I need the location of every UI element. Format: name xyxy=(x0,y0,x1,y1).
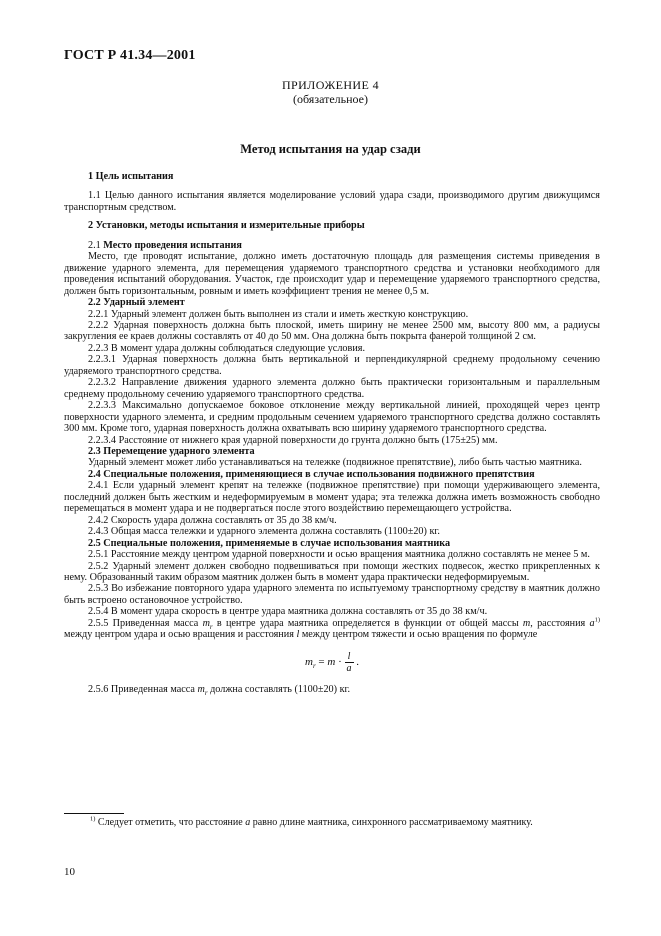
clause-2-4-heading: 2.4 Специальные положения, применяющиеся в случае использования подвижного препятствия xyxy=(88,468,535,480)
clause-2-4-3: 2.4.3 Общая масса тележки и ударного элемента должна составлять (1100±20) кг. xyxy=(88,526,440,538)
page-title: Метод испытания на удар сзади xyxy=(240,142,421,156)
standard-header: ГОСТ Р 41.34—2001 xyxy=(64,48,196,63)
clause-2-2-3-2: 2.2.3.2 Направление движения ударного элемента должно быть практически горизонтальным и параллельным среднему продольному сечению ударяемого транспортного средства. xyxy=(64,377,600,400)
formula-fraction: $\frac{l}{a}$ xyxy=(346,650,352,674)
page-number: 10 xyxy=(64,866,75,878)
clause-2-2-heading: 2.2 Ударный элемент xyxy=(88,297,185,309)
appendix-label: ПРИЛОЖЕНИЕ 4 xyxy=(281,78,380,92)
clause-2-2-2: 2.2.2 Ударная поверхность должна быть плоской, иметь ширину не менее 2500 мм, высоту 800 мм, а радиусы закругления ее краев должны составлять от 40 до 50 мм. Она должна быть покрыта фанерой толщиной 2 см. xyxy=(64,319,600,343)
clause-2-5-4: 2.5.4 В момент удара скорость в центре удара маятника должна составлять от 35 до 38 км/ч. xyxy=(88,606,488,618)
document-body xyxy=(64,164,600,695)
clause-2-5-1: 2.5.1 Расстояние между центром ударной поверхности и осью вращения маятника должно составлять не менее 5 м. xyxy=(88,549,590,561)
clause-2-5-5: 2.5.5 Приведенная масса $m_r$ в центре удара маятника определяется в функции от общей массы m, расстояния $a^{1)}$ между центром удара и осью вращения и расстояния l между центром тяжести и осью вращения по формуле xyxy=(64,616,600,641)
paragraph-1-1: 1.1 Целью данного испытания является моделирование условий удара сзади, производимого другим движущимся транспортным средством. xyxy=(64,190,600,213)
appendix-status: (обязательное) xyxy=(293,92,368,106)
clause-2-2-3-4: 2.2.3.4 Расстояние от нижнего края ударной поверхности до грунта должно быть (175±25) мм. xyxy=(88,434,498,446)
clause-2-2-3-3: 2.2.3.3 Максимально допускаемое боковое отклонение между вертикальной линией, проходящей через центр поверхности ударного элемента, и средним продольным сечением ударяемого транспортного средства должно составлять 300 мм. Кроме того, ударная поверхность должна охватывать всю ширину ударяемого транспортного средства. xyxy=(64,400,600,435)
section-1-heading: 1 Цель испытания xyxy=(88,171,174,182)
clause-2-5-2: 2.5.2 Ударный элемент должен свободно подвешиваться при помощи жестких подвесок, жестко прикрепленных к нему. Образованный таким образом маятник должен быть в момент удара практически недеформируемым. xyxy=(64,560,600,583)
clause-2-2-1: 2.2.1 Ударный элемент должен быть выполнен из стали и иметь жесткую конструкцию. xyxy=(88,308,469,320)
clause-2-5-3: 2.5.3 Во избежание повторного удара ударного элемента по испытуемому транспортному средству в маятник должно быть встроено остановочное устройство. xyxy=(64,583,600,606)
clause-2-1-title: 2.1 Место проведения испытания xyxy=(88,239,242,251)
clause-2-4-1: 2.4.1 Если ударный элемент крепят на тележке (подвижное препятствие) при помощи удерживающего элемента, последний должен быть жестким и недеформируемым в момент удара; эта тележка должна иметь возможность свободно перемещаться в момент удара и не подвергаться после этого воздействию перемещающего устройства. xyxy=(64,480,600,515)
footnote-ref: 1) xyxy=(594,616,600,624)
footnote-divider xyxy=(64,813,124,814)
clause-2-2-3-1: 2.2.3.1 Ударная поверхность должна быть вертикальной и перпендикулярной среднему продольному сечению ударяемого транспортного средства. xyxy=(64,354,600,377)
footnote: $^{1)}$ Следует отметить, что расстояние a равно длине маятника, синхронного рассматриваемому маятнику. xyxy=(90,815,533,828)
clause-2-1: Место, где проводят испытание, должно иметь достаточную площадь для размещения системы приведения в движение ударного элемента, для перемещения ударяемого транспортного средства и установки необходимого для проведения испытаний оборудования. Участок, где происходит удар и перемещение ударяемого транспортного средства, должен быть горизонтальным, ровным и иметь коэффициент трения не менее 0,5 м. xyxy=(64,251,600,297)
clause-2-4-2: 2.4.2 Скорость удара должна составлять от 35 до 38 км/ч. xyxy=(88,514,337,526)
clause-2-5-6: 2.5.6 Приведенная масса $m_r$ должна составлять (1100±20) кг. xyxy=(88,683,351,697)
clause-2-3: Ударный элемент может либо устанавливаться на тележке (подвижное препятствие), либо быть частью маятника. xyxy=(88,457,582,469)
clause-2-3-heading: 2.3 Перемещение ударного элемента xyxy=(88,445,255,457)
section-2-heading: 2 Установки, методы испытания и измерительные приборы xyxy=(88,220,365,232)
formula-reduced-mass: $m_r = m$ · $\frac{l}{a}$ . xyxy=(304,650,360,674)
clause-2-2-3: 2.2.3 В момент удара должны соблюдаться следующие условия. xyxy=(88,342,366,354)
clause-2-5-heading: 2.5 Специальные положения, применяемые в случае использования маятника xyxy=(88,537,451,549)
